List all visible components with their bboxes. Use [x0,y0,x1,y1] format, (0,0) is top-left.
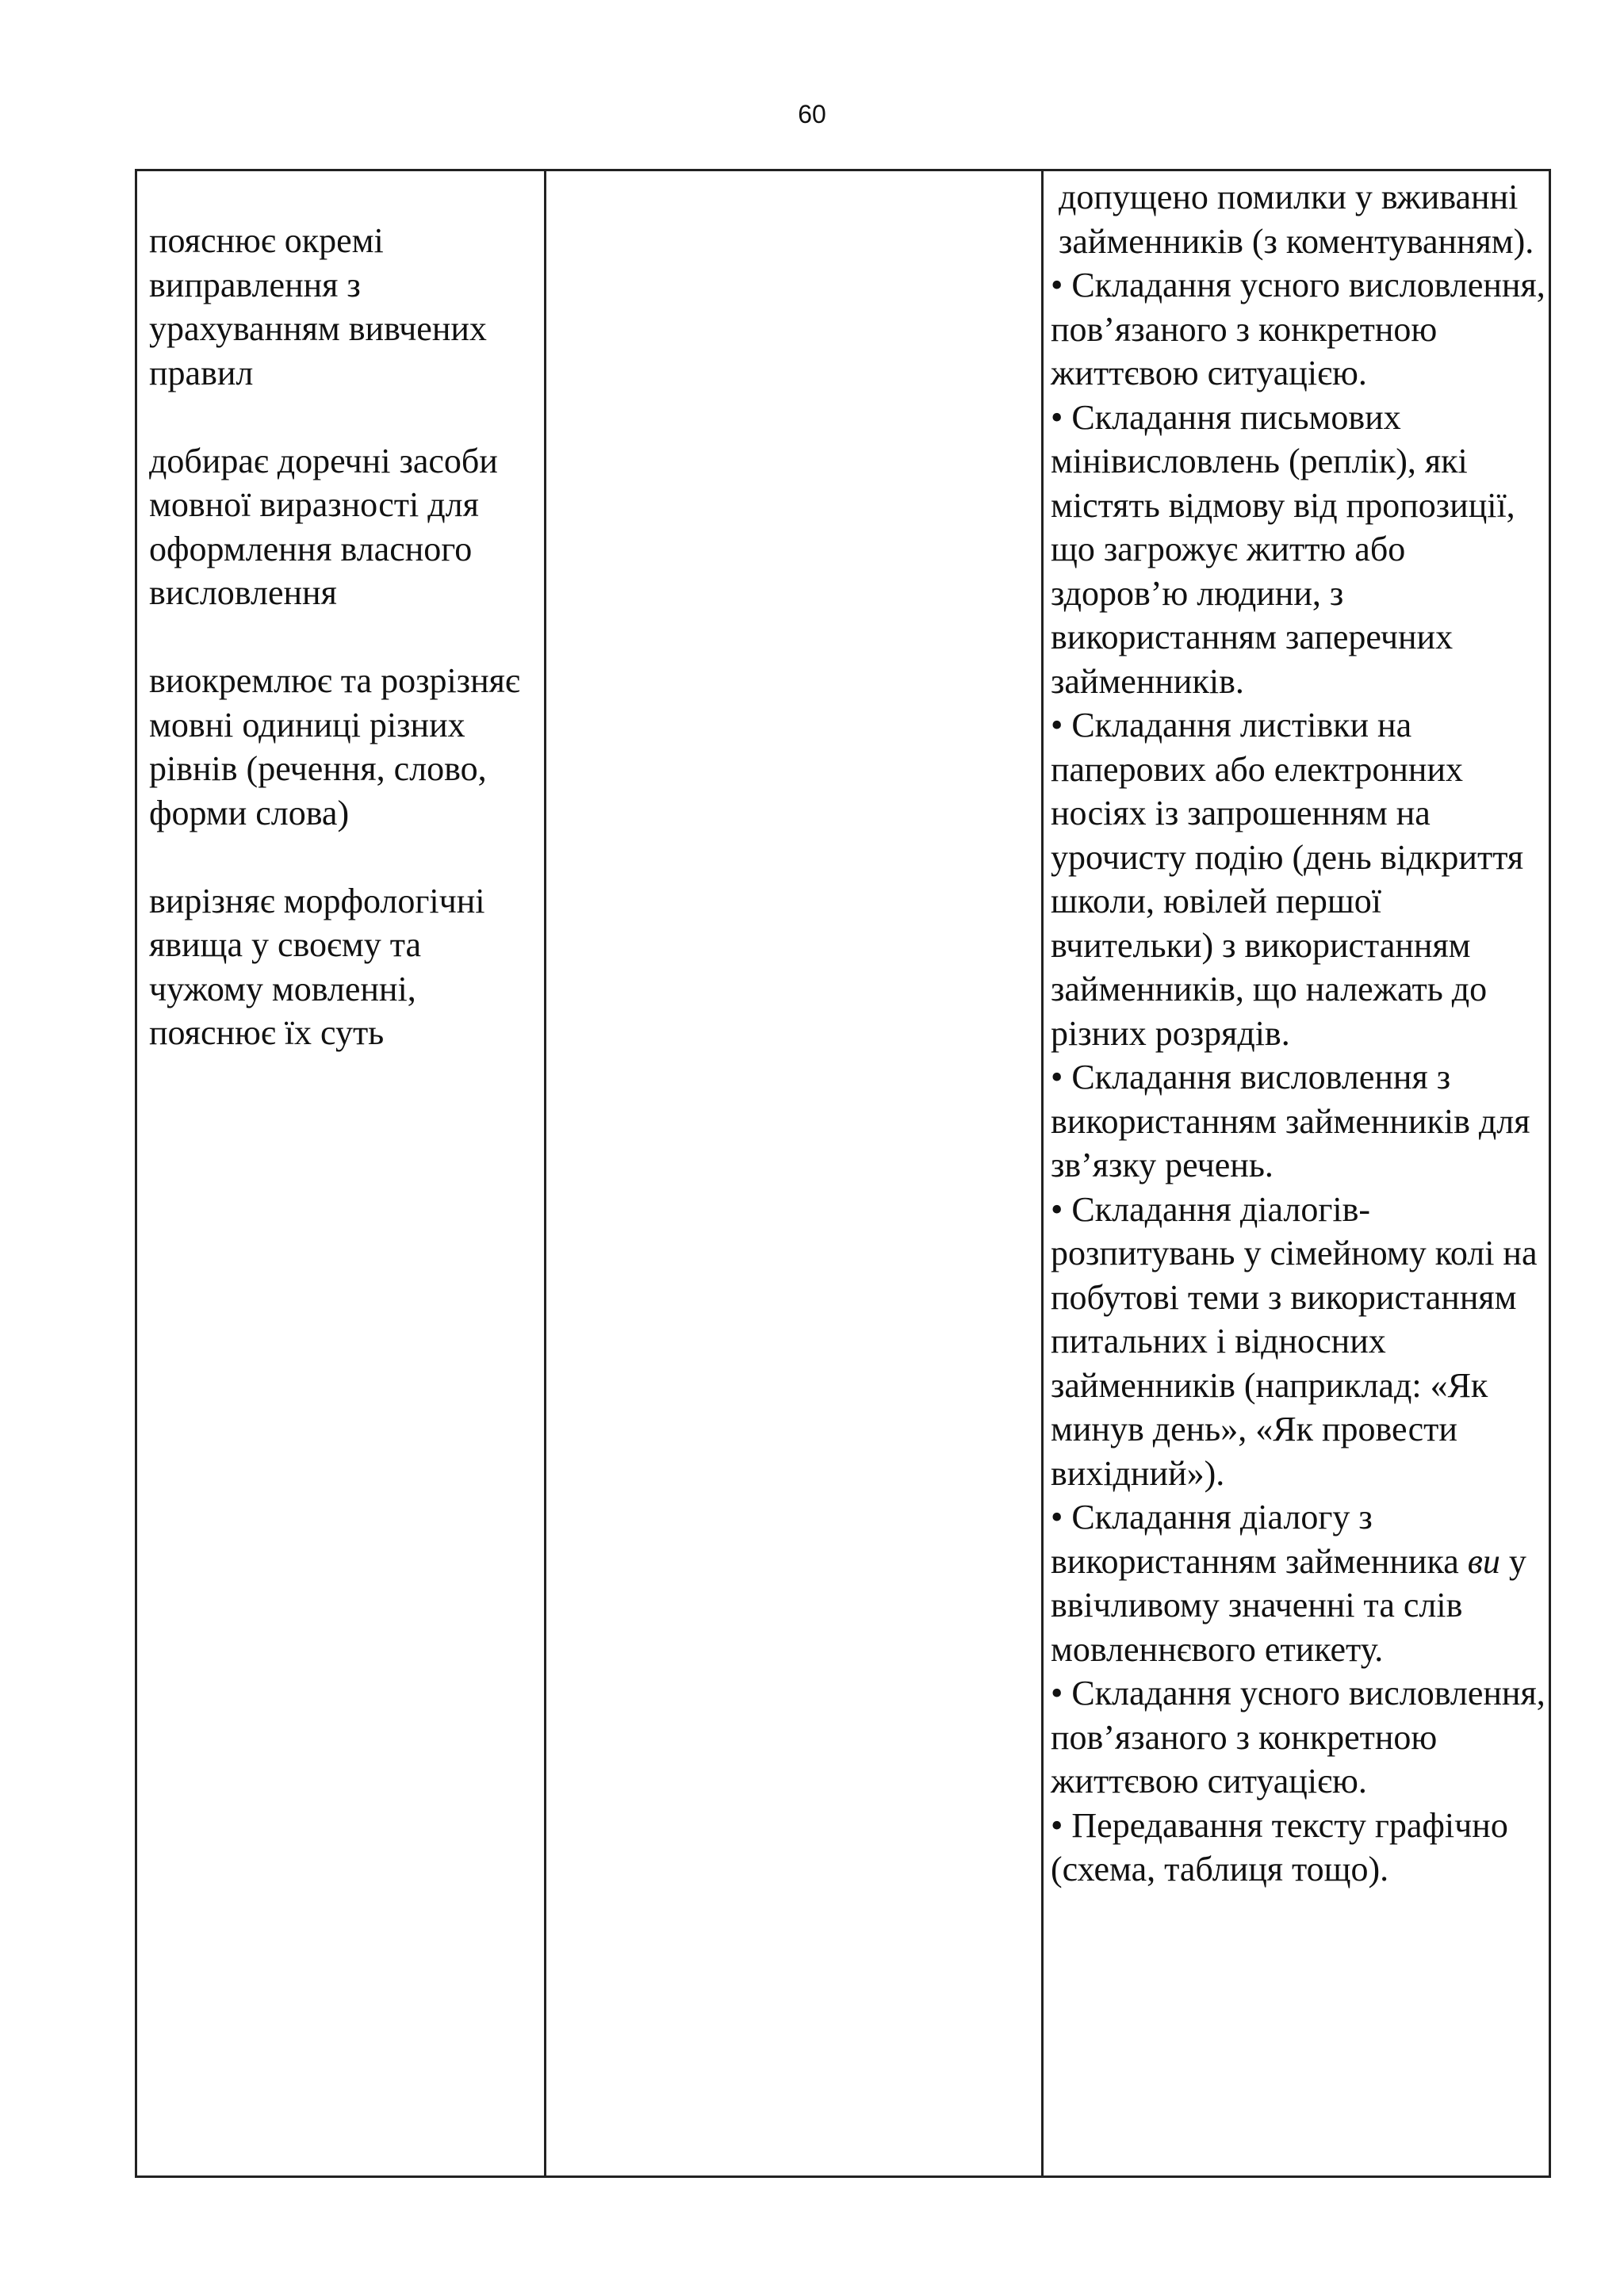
column-divider [1041,171,1044,2175]
page-number: 60 [798,100,826,128]
content-table [135,169,1551,2178]
activity-text: у ввічливому значенні та слів мовленнєвого етикету. [1051,1541,1526,1669]
activity-item: • Складання письмових мінівисловлень (реплік), які містять відмову від пропозиції, що загрожує життю або здоров’ю людини, з використанням заперечних займенників. [1051,396,1550,704]
activity-item: • Складання листівки на паперових або електронних носіях із запрошенням на урочисту подію (день відкриття школи, ювілей першої вчительки) з використанням займенників, що належать до різних розрядів. [1051,703,1550,1055]
italic-pronoun: ви [1467,1541,1500,1581]
activity-item: • Передавання тексту графічно (схема, таблиця тощо). [1051,1804,1550,1892]
activity-text: Складання діалогу з використанням займенника [1051,1498,1468,1581]
outcome-text: добирає доречні засоби мовної виразності для оформлення власного висловлення [149,441,498,612]
activities-cell [1051,175,1550,1892]
activity-intro: допущено помилки у вживанні займенників (з коментуванням). [1059,178,1534,261]
learning-outcomes-cell [149,219,538,1099]
activity-item: • Складання усного висловлення, пов’язаного з конкретною життєвою ситуацією. [1051,263,1550,396]
outcome-text: пояснює окремі виправлення з урахуванням вивчених правил [149,221,487,392]
activity-item: • Складання висловлення з використанням займенників для зв’язку речень. [1051,1055,1550,1188]
column-divider [544,171,546,2175]
outcome-text: вирізняє морфологічні явища у своєму та чужому мовленні, пояснює їх суть [149,881,485,1052]
activity-item: • Складання усного висловлення, пов’язаного з конкретною життєвою ситуацією. [1051,1671,1550,1804]
activity-item-polite-form [1051,1495,1550,1671]
activity-item: • Складання діалогів-розпитувань у сімейному колі на побутові теми з використанням питальних і відносних займенників (наприклад: «Як минув день», «Як провести вихідний»). [1051,1188,1550,1496]
outcome-text: виокремлює та розрізняє мовні одиниці різних рівнів (речення, слово, форми слова) [149,661,520,832]
